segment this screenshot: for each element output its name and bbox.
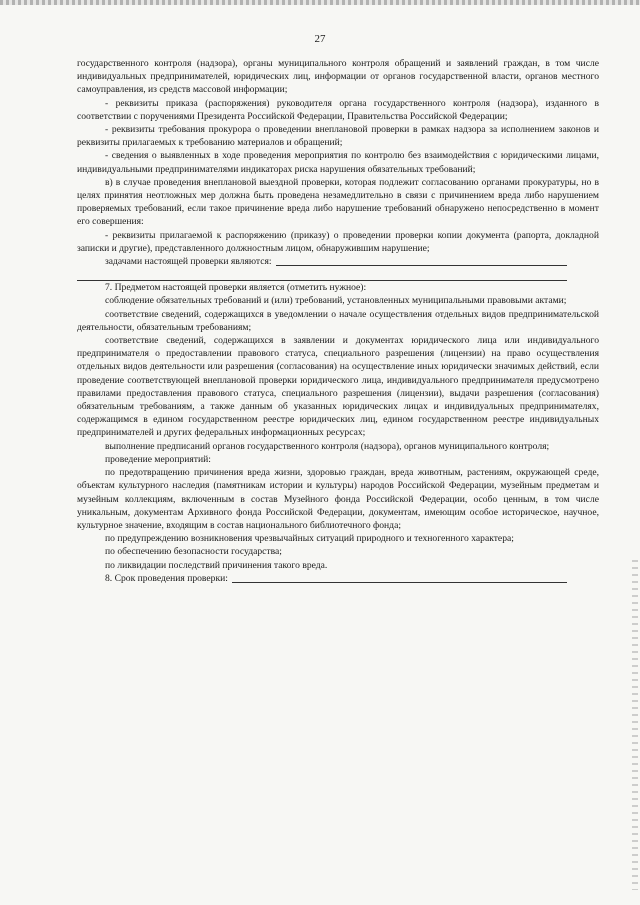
paragraph: проведение мероприятий: xyxy=(105,453,211,465)
document-body xyxy=(77,57,599,585)
paragraph: по обеспечению безопасности государства; xyxy=(105,546,282,558)
paragraph: выполнение предписаний органов государственного контроля (надзора), органов муниципального контроля; xyxy=(105,440,550,452)
scan-edge-artifact xyxy=(0,0,640,5)
inspection-period-field xyxy=(77,572,599,585)
paragraph: по предотвращению причинения вреда жизни, здоровью граждан, вреда животным, растениям, окружающей среде, объектам культурного наследия (памятникам истории и культуры) народов Российской Федерации, музейным предметам и музейным коллекциям, включенным в состав Музейного фонда Российской Федерации, особо ценным, в том числе уникальным, документам Архивного фонда Российской Федерации, документам, имеющим особое историческое, научное, культурное значение, входящим в состав национального библиотечного фонда; xyxy=(77,467,599,531)
paragraph: соответствие сведений, содержащихся в уведомлении о начале осуществления отдельных видов предпринимательской деятельности, обязательным требованиям; xyxy=(77,308,599,333)
fill-in-line[interactable] xyxy=(232,582,567,583)
paragraph: - реквизиты приказа (распоряжения) руководителя органа государственного контроля (надзора), изданного в соответствии с поручениями Президента Российской Федерации, Правительства Российской Федерации; xyxy=(77,97,599,122)
field-label: задачами настоящей проверки являются: xyxy=(105,256,272,268)
scan-edge-artifact xyxy=(632,560,638,890)
paragraph: соответствие сведений, содержащихся в заявлении и документах юридического лица или индивидуального предпринимателя о предоставлении правового статуса, специального разрешения (лицензии) на право осуществления отдельных видов деятельности или разрешения (согласования) на осуществление иных юридически значимых действий, если проведение соответствующей внеплановой проверки юридического лица, индивидуального предпринимателя предусмотрено правилами предоставления правового статуса, специального разрешения (лицензии), выдачи разрешения (согласования) обязательным требованиям, а также данным об указанных юридических лицах и индивидуальных предпринимателях, содержащимся в едином государственном реестре юридических лиц, едином государственном реестре индивидуальных предпринимателей и других федеральных информационных ресурсах; xyxy=(77,335,599,439)
paragraph: по предупреждению возникновения чрезвычайных ситуаций природного и техногенного характера; xyxy=(105,533,514,545)
paragraph: - реквизиты прилагаемой к распоряжению (приказу) о проведении проверки копии документа (рапорта, докладной записки и другие), представленного должностным лицом, обнаружившим нарушение; xyxy=(77,229,599,254)
paragraph: по ликвидации последствий причинения такого вреда. xyxy=(105,559,328,571)
paragraph: - сведения о выявленных в ходе проведения мероприятия по контролю без взаимодействия с юридическими лицами, индивидуальными предпринимателями индикаторах риска нарушения обязательных требований; xyxy=(77,150,599,175)
section-heading: 7. Предметом настоящей проверки является (отметить нужное): xyxy=(105,282,367,294)
page-number: 27 xyxy=(314,33,326,45)
paragraph: государственного контроля (надзора), органы муниципального контроля обращений и заявлений граждан, в том числе индивидуальных предпринимателей, юридических лиц, информации от органов государственной власти, органов местного самоуправления, из средств массовой информации; xyxy=(77,58,599,96)
paragraph: соблюдение обязательных требований и (или) требований, установленных муниципальными правовыми актами; xyxy=(105,295,567,307)
tasks-field xyxy=(77,255,599,268)
paragraph: - реквизиты требования прокурора о проведении внеплановой проверки в рамках надзора за исполнением законов и реквизиты прилагаемых к требованию материалов и обращений; xyxy=(77,124,599,149)
field-label: 8. Срок проведения проверки: xyxy=(105,572,228,584)
fill-in-line[interactable] xyxy=(276,265,567,266)
fill-in-line[interactable] xyxy=(77,268,567,281)
paragraph: в) в случае проведения внеплановой выездной проверки, которая подлежит согласованию органами прокуратуры, но в целях принятия неотложных мер должна быть проведена незамедлительно в связи с причинением вреда либо нарушением проверяемых требований, если такое причинение вреда либо нарушение требований обнаружено непосредственно в момент его совершения: xyxy=(77,176,599,228)
